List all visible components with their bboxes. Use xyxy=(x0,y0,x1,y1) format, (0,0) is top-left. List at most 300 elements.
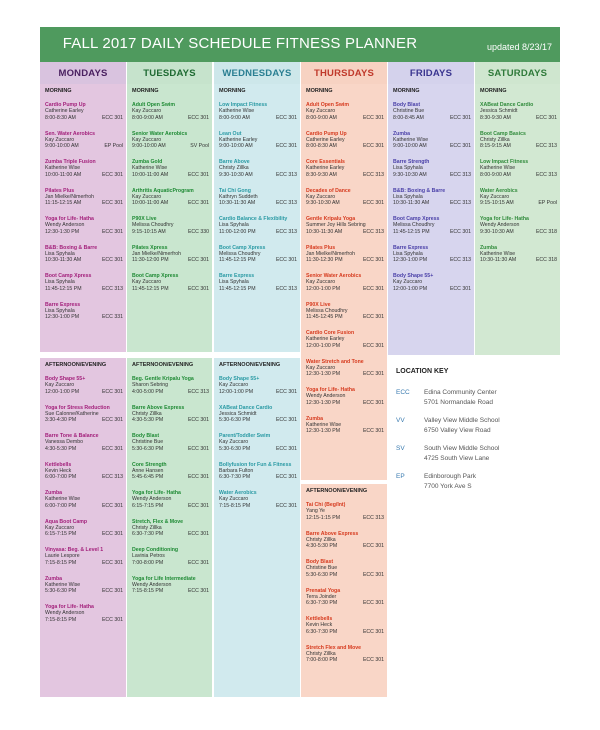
class-location: ECC 313 xyxy=(535,143,557,150)
instructor-name: Christine Bue xyxy=(132,439,164,446)
morning-panel xyxy=(127,84,212,352)
instructor-name: Katherine Earley xyxy=(306,336,345,343)
class-entry[interactable] xyxy=(219,433,297,452)
morning-label: MORNING xyxy=(132,88,159,94)
class-time: 8:15-9:15 AM ECC 313 xyxy=(480,143,557,150)
instructor-name: Lisa Spyhala xyxy=(393,250,423,257)
instructor-name: Christy Zillka xyxy=(132,410,162,417)
class-time: 9:30-10:30 AM ECC 318 xyxy=(480,228,557,235)
class-location: ECC 301 xyxy=(362,257,384,264)
class-location: SV Pool xyxy=(190,143,209,150)
class-entry[interactable] xyxy=(306,131,384,150)
class-name: Arthritis AquaticProgram xyxy=(132,187,194,194)
class-entry[interactable] xyxy=(45,302,123,321)
class-location: ECC 313 xyxy=(275,171,297,178)
class-location: ECC 301 xyxy=(275,445,297,452)
class-time: 3:30-4:30 PM ECC 301 xyxy=(45,417,123,424)
class-name: Yoga for Life- Hatha xyxy=(480,216,529,222)
class-time: 11:45-12:15 PM ECC 313 xyxy=(219,285,297,292)
location-code: SV xyxy=(396,445,405,452)
location-street: 7700 York Ave S xyxy=(424,483,472,490)
class-name: Zumba xyxy=(45,490,63,496)
class-time: 8:30-9:30 AM ECC 313 xyxy=(306,171,384,178)
class-location: ECC 301 xyxy=(187,588,209,595)
class-entry[interactable] xyxy=(45,216,123,235)
class-entry[interactable] xyxy=(132,245,209,264)
class-entry[interactable] xyxy=(45,102,123,121)
class-time: 7:00-8:00 PM ECC 301 xyxy=(306,657,384,664)
class-entry[interactable] xyxy=(132,519,209,538)
class-name: Gentle Kripalu Yoga xyxy=(306,216,356,222)
instructor-name: Terra Joinder xyxy=(306,593,337,600)
instructor-name: Jessica Schmidt xyxy=(219,410,257,417)
class-time: 10:00-11:00 AM ECC 301 xyxy=(45,171,123,178)
location-address xyxy=(424,472,476,492)
class-time: 9:15-10:15 AM EP Pool xyxy=(480,200,557,207)
afternoon-evening-label: AFTERNOON/EVENING xyxy=(45,362,107,368)
class-location: ECC 301 xyxy=(101,445,123,452)
class-location: ECC 301 xyxy=(275,388,297,395)
class-entry[interactable] xyxy=(45,604,123,623)
class-entry[interactable] xyxy=(306,102,384,121)
class-time: 6:15-7:15 PM ECC 301 xyxy=(45,531,123,538)
class-entry[interactable] xyxy=(306,330,384,349)
class-entry[interactable] xyxy=(219,131,297,150)
class-entry[interactable] xyxy=(219,245,297,264)
instructor-name: Kay Zuccaro xyxy=(45,524,75,531)
class-location: ECC 313 xyxy=(101,474,123,481)
class-name: Boot Camp Xpress xyxy=(132,273,179,279)
class-location: ECC 301 xyxy=(187,417,209,424)
class-name: XABeat Dance Cardio xyxy=(219,404,273,411)
instructor-name: Kathryn Suddeth xyxy=(219,193,258,200)
class-name: Barre Above Express xyxy=(132,404,185,411)
class-time: 9:00-10:00 AM SV Pool xyxy=(132,143,209,150)
location-name: Edinborough Park xyxy=(424,473,477,480)
class-entry[interactable] xyxy=(219,376,297,395)
instructor-name: Lisa Spyhala xyxy=(393,165,423,172)
class-entry[interactable] xyxy=(45,376,123,395)
instructor-name: Kay Zuccaro xyxy=(132,193,162,200)
class-time: 4:00-5:00 PM ECC 313 xyxy=(132,388,209,395)
class-entry[interactable] xyxy=(219,159,297,178)
class-time: 8:00-9:00 AM ECC 301 xyxy=(132,114,209,121)
class-entry[interactable] xyxy=(306,245,384,264)
class-name: Cardio Pump Up xyxy=(45,102,86,108)
class-time: 12:30-1:30 PM ECC 301 xyxy=(306,371,384,378)
day-column-saturdays xyxy=(475,62,560,697)
class-entry[interactable] xyxy=(45,490,123,509)
class-time: 5:30-6:30 PM ECC 301 xyxy=(45,588,123,595)
class-time: 5:30-6:30 PM ECC 301 xyxy=(219,445,297,452)
class-entry[interactable] xyxy=(45,462,123,481)
morning-panel xyxy=(214,84,300,352)
class-time: 11:00-12:00 PM ECC 313 xyxy=(219,228,297,235)
class-entry[interactable] xyxy=(45,576,123,595)
class-name: Senior Water Aerobics xyxy=(132,130,188,137)
class-entry[interactable] xyxy=(132,159,209,178)
class-name: Sen. Water Aerobics xyxy=(45,130,96,137)
day-header: MONDAYS xyxy=(40,62,126,84)
class-entry[interactable] xyxy=(219,462,297,481)
class-name: Pilates Plus xyxy=(45,187,75,194)
class-location: EP Pool xyxy=(538,200,557,207)
instructor-name: Lisa Spyhala xyxy=(219,222,249,229)
class-entry[interactable] xyxy=(393,216,471,235)
day-header: FRIDAYS xyxy=(388,62,474,84)
class-entry[interactable] xyxy=(132,433,209,452)
class-entry[interactable] xyxy=(45,245,123,264)
class-entry[interactable] xyxy=(219,188,297,207)
morning-label: MORNING xyxy=(219,88,246,94)
class-time: 11:30-12:00 PM ECC 301 xyxy=(132,257,209,264)
instructor-name: Kay Zuccaro xyxy=(132,279,162,286)
class-name: Yoga for Life- Hatha xyxy=(132,490,181,496)
class-time: 8:00-8:30 AM ECC 301 xyxy=(45,114,123,121)
class-time: 10:30-11:30 AM ECC 313 xyxy=(219,200,297,207)
class-location: ECC 331 xyxy=(101,314,123,321)
class-name: Prenatal Yoga xyxy=(306,587,341,594)
class-entry[interactable] xyxy=(306,359,384,378)
instructor-name: Wendy Anderson xyxy=(132,581,172,588)
class-entry[interactable] xyxy=(45,405,123,424)
instructor-name: Kay Zuccaro xyxy=(480,193,510,200)
class-name: Barre Express xyxy=(45,301,81,308)
morning-panel xyxy=(301,84,387,480)
class-location: EP Pool xyxy=(104,143,123,150)
instructor-name: Katherine Earley xyxy=(219,136,258,143)
class-name: Beg. Gentle Kripalu Yoga xyxy=(132,376,194,382)
class-location: ECC 313 xyxy=(362,171,384,178)
class-entry[interactable] xyxy=(132,273,209,292)
class-name: Lean Out xyxy=(219,130,242,137)
class-location: ECC 318 xyxy=(535,257,557,264)
class-entry[interactable] xyxy=(393,159,471,178)
class-location: ECC 313 xyxy=(449,257,471,264)
instructor-name: Summer Joy Hills Sebring xyxy=(306,222,366,229)
class-name: Boot Camp Xpress xyxy=(393,216,440,222)
instructor-name: Katherine Wise xyxy=(480,250,516,257)
class-entry[interactable] xyxy=(219,490,297,509)
instructor-name: Kay Zuccaro xyxy=(306,279,336,286)
instructor-name: Melissa Choudhry xyxy=(132,222,174,229)
class-location: ECC 301 xyxy=(187,531,209,538)
class-name: Cardio Pump Up xyxy=(306,130,347,137)
day-column-tuesdays xyxy=(127,62,212,697)
class-name: Body Blast xyxy=(393,102,421,108)
class-name: Water Aerobics xyxy=(480,187,518,194)
class-entry[interactable] xyxy=(132,188,209,207)
class-time: 10:30-11:30 AM ECC 313 xyxy=(306,228,384,235)
class-entry[interactable] xyxy=(306,588,384,607)
instructor-name: Lisa Spyhala xyxy=(45,250,75,257)
class-time: 12:00-1:00 PM ECC 301 xyxy=(393,285,471,292)
class-time: 7:15-8:15 PM ECC 301 xyxy=(45,616,123,623)
location-address xyxy=(424,444,499,464)
class-entry[interactable] xyxy=(132,216,209,235)
class-time: 10:00-11:00 AM ECC 301 xyxy=(132,171,209,178)
class-name: Yoga for Life- Hatha xyxy=(306,387,355,393)
class-name: Low Impact Fitness xyxy=(480,159,529,165)
day-header: WEDNESDAYS xyxy=(214,62,300,84)
class-name: Tai Chi (Beg/Int) xyxy=(306,502,346,508)
class-time: 11:45-12:15 PM ECC 313 xyxy=(45,285,123,292)
class-entry[interactable] xyxy=(219,273,297,292)
class-time: 10:00-11:00 AM ECC 301 xyxy=(132,200,209,207)
class-location: ECC 313 xyxy=(275,285,297,292)
class-entry[interactable] xyxy=(306,531,384,550)
class-name: B&B: Boxing & Barre xyxy=(45,244,98,251)
class-entry[interactable] xyxy=(45,433,123,452)
class-entry[interactable] xyxy=(306,216,384,235)
class-time: 12:00-1:00 PM ECC 301 xyxy=(45,388,123,395)
instructor-name: Kay Zuccaro xyxy=(132,136,162,143)
class-time: 11:45-12:15 PM ECC 301 xyxy=(132,285,209,292)
class-name: Boot Camp Xpress xyxy=(219,244,266,251)
morning-label: MORNING xyxy=(45,88,72,94)
instructor-name: Katherine Wise xyxy=(219,108,255,115)
class-time: 9:30-10:30 AM ECC 301 xyxy=(306,200,384,207)
instructor-name: Laurie Lespore xyxy=(45,553,80,560)
class-time: 9:00-10:00 AM ECC 301 xyxy=(219,143,297,150)
instructor-name: Lisa Spyhala xyxy=(219,279,249,286)
class-location: ECC 330 xyxy=(187,228,209,235)
class-entry[interactable] xyxy=(306,387,384,406)
class-time: 6:30-7:30 PM ECC 301 xyxy=(219,474,297,481)
instructor-name: Lisa Spyhala xyxy=(393,193,423,200)
class-time: 4:30-5:30 PM ECC 301 xyxy=(45,445,123,452)
class-time: 9:00-10:00 AM ECC 301 xyxy=(393,143,471,150)
class-time: 4:30-5:30 PM ECC 301 xyxy=(306,543,384,550)
class-location: ECC 313 xyxy=(535,171,557,178)
class-entry[interactable] xyxy=(480,216,557,235)
class-entry[interactable] xyxy=(132,547,209,566)
class-entry[interactable] xyxy=(132,405,209,424)
class-entry[interactable] xyxy=(393,273,471,292)
day-header: THURSDAYS xyxy=(301,62,387,84)
morning-label: MORNING xyxy=(480,88,507,94)
class-location: ECC 301 xyxy=(275,502,297,509)
class-time: 5:30-6:30 PM ECC 301 xyxy=(306,571,384,578)
class-time: 6:00-7:00 PM ECC 313 xyxy=(45,474,123,481)
instructor-name: Melissa Choudhry xyxy=(219,250,261,257)
class-entry[interactable] xyxy=(306,302,384,321)
class-name: Adult Open Swim xyxy=(306,102,349,108)
updated-date: updated 8/23/17 xyxy=(486,42,552,52)
class-name: Body Shape 55+ xyxy=(393,273,434,279)
instructor-name: Katherine Wise xyxy=(393,136,429,143)
class-time: 11:45-12:15 PM ECC 301 xyxy=(393,228,471,235)
class-location: ECC 301 xyxy=(275,114,297,121)
class-entry[interactable] xyxy=(132,576,209,595)
class-name: Yoga for Life- Hatha xyxy=(45,216,94,222)
class-entry[interactable] xyxy=(306,273,384,292)
class-location: ECC 301 xyxy=(187,200,209,207)
class-entry[interactable] xyxy=(480,131,557,150)
class-location: ECC 301 xyxy=(449,285,471,292)
class-time: 11:45-12:15 PM ECC 301 xyxy=(219,257,297,264)
class-time: 12:00-1:00 PM ECC 301 xyxy=(306,342,384,349)
class-time: 6:15-7:15 PM ECC 301 xyxy=(132,502,209,509)
class-time: 10:30-11:30 AM ECC 318 xyxy=(480,257,557,264)
location-name: Edina Community Center xyxy=(424,389,497,396)
class-name: Zumba xyxy=(480,244,498,251)
class-time: 12:00-1:00 PM ECC 301 xyxy=(219,388,297,395)
instructor-name: Christy Zillka xyxy=(219,165,249,172)
class-location: ECC 301 xyxy=(362,571,384,578)
class-location: ECC 301 xyxy=(101,171,123,178)
instructor-name: Wendy Anderson xyxy=(45,222,85,229)
class-location: ECC 301 xyxy=(101,417,123,424)
class-entry[interactable] xyxy=(132,490,209,509)
class-name: Yoga for Life Intermediate xyxy=(132,575,196,582)
class-name: Barre Tone & Balance xyxy=(45,433,99,439)
morning-label: MORNING xyxy=(306,88,333,94)
instructor-name: Wendy Anderson xyxy=(45,610,85,617)
instructor-name: Kay Zuccaro xyxy=(219,496,249,503)
morning-panel xyxy=(475,84,560,355)
class-entry[interactable] xyxy=(45,547,123,566)
class-location: ECC 301 xyxy=(449,228,471,235)
class-location: ECC 301 xyxy=(449,143,471,150)
location-key-item xyxy=(396,416,560,440)
instructor-name: Christy Zillka xyxy=(132,524,162,531)
class-location: ECC 301 xyxy=(101,200,123,207)
class-location: ECC 301 xyxy=(362,600,384,607)
class-location: ECC 301 xyxy=(101,502,123,509)
location-key-item xyxy=(396,444,560,468)
class-location: ECC 301 xyxy=(362,114,384,121)
instructor-name: Sue Calonne/Katherine xyxy=(45,410,99,417)
class-time: 7:15-8:15 PM ECC 301 xyxy=(45,559,123,566)
class-location: ECC 301 xyxy=(275,417,297,424)
class-entry[interactable] xyxy=(393,131,471,150)
class-time: 11:30-12:30 PM ECC 301 xyxy=(306,257,384,264)
location-code: ECC xyxy=(396,389,410,396)
class-location: ECC 301 xyxy=(187,502,209,509)
class-name: Vinyasa: Beg. & Level 1 xyxy=(45,547,104,553)
class-name: Body Shape 55+ xyxy=(219,376,260,382)
class-location: ECC 301 xyxy=(101,616,123,623)
location-key-title: LOCATION KEY xyxy=(396,368,449,375)
class-entry[interactable] xyxy=(219,216,297,235)
class-entry[interactable] xyxy=(45,188,123,207)
class-time: 9:15-10:15 AM ECC 330 xyxy=(132,228,209,235)
instructor-name: Christy Zillka xyxy=(480,136,510,143)
class-entry[interactable] xyxy=(45,131,123,150)
class-entry[interactable] xyxy=(132,462,209,481)
class-entry[interactable] xyxy=(306,645,384,664)
instructor-name: Wendy Anderson xyxy=(480,222,520,229)
class-entry[interactable] xyxy=(480,245,557,264)
instructor-name: Anne Hansen xyxy=(132,467,164,474)
day-column-mondays xyxy=(40,62,126,697)
class-name: Yoga for Stress Reduction xyxy=(45,404,110,411)
class-name: Stretch, Flex & Move xyxy=(132,518,184,525)
class-entry[interactable] xyxy=(45,519,123,538)
class-location: ECC 301 xyxy=(362,314,384,321)
morning-panel xyxy=(388,84,474,355)
class-entry[interactable] xyxy=(393,245,471,264)
class-location: ECC 301 xyxy=(101,114,123,121)
class-time: 7:15-8:15 PM ECC 301 xyxy=(132,588,209,595)
afternoon-evening-panel xyxy=(301,484,387,697)
class-entry[interactable] xyxy=(480,159,557,178)
instructor-name: Katherine Earley xyxy=(306,165,345,172)
instructor-name: Christine Bue xyxy=(393,108,425,115)
class-time: 12:15-1:15 PM ECC 313 xyxy=(306,514,384,521)
class-entry[interactable] xyxy=(306,616,384,635)
class-entry[interactable] xyxy=(306,159,384,178)
afternoon-evening-panel xyxy=(40,358,126,697)
class-entry[interactable] xyxy=(132,102,209,121)
class-time: 7:15-8:15 PM ECC 301 xyxy=(219,502,297,509)
instructor-name: Vanessa Dembo xyxy=(45,439,83,446)
class-entry[interactable] xyxy=(480,188,557,207)
class-location: ECC 301 xyxy=(362,143,384,150)
class-name: Decades of Dance xyxy=(306,187,351,194)
class-name: Body Shape 55+ xyxy=(45,376,86,382)
location-address xyxy=(424,416,500,436)
instructor-name: Jan Mielke/Nimerfroh xyxy=(132,250,182,257)
location-name: South View Middle School xyxy=(424,445,500,452)
class-name: Barre Above xyxy=(219,159,250,165)
class-entry[interactable] xyxy=(306,188,384,207)
class-entry[interactable] xyxy=(393,188,471,207)
class-entry[interactable] xyxy=(45,273,123,292)
class-time: 9:30-10:30 AM ECC 313 xyxy=(393,171,471,178)
class-location: ECC 313 xyxy=(101,285,123,292)
class-name: Core Essentials xyxy=(306,159,345,165)
class-name: Aqua Boot Camp xyxy=(45,518,88,525)
class-entry[interactable] xyxy=(306,416,384,435)
class-entry[interactable] xyxy=(306,502,384,521)
class-entry[interactable] xyxy=(393,102,471,121)
class-location: ECC 301 xyxy=(362,200,384,207)
class-entry[interactable] xyxy=(45,159,123,178)
instructor-name: Kay Zuccaro xyxy=(219,439,249,446)
class-location: ECC 301 xyxy=(101,257,123,264)
afternoon-evening-label: AFTERNOON/EVENING xyxy=(132,362,194,368)
instructor-name: Kay Zuccaro xyxy=(306,108,336,115)
class-location: ECC 301 xyxy=(187,171,209,178)
class-entry[interactable] xyxy=(132,376,209,395)
morning-panel xyxy=(40,84,126,352)
class-entry[interactable] xyxy=(306,559,384,578)
class-entry[interactable] xyxy=(480,102,557,121)
class-entry[interactable] xyxy=(219,405,297,424)
class-location: ECC 301 xyxy=(187,285,209,292)
location-street: 5701 Normandale Road xyxy=(424,399,494,406)
class-location: ECC 313 xyxy=(362,514,384,521)
class-entry[interactable] xyxy=(219,102,297,121)
class-location: ECC 301 xyxy=(187,257,209,264)
class-name: B&B: Boxing & Barre xyxy=(393,187,446,194)
class-time: 4:30-5:30 PM ECC 301 xyxy=(132,417,209,424)
class-entry[interactable] xyxy=(132,131,209,150)
instructor-name: Kay Zuccaro xyxy=(219,382,249,389)
morning-label: MORNING xyxy=(393,88,420,94)
class-name: Cardio Balance & Flexibility xyxy=(219,216,288,222)
class-name: Barre Strength xyxy=(393,159,430,165)
location-street: 4725 South View Lane xyxy=(424,455,490,462)
day-header: SATURDAYS xyxy=(475,62,560,84)
class-name: Zumba Gold xyxy=(132,159,163,165)
instructor-name: Katherine Wise xyxy=(132,165,168,172)
class-name: Low Impact Fitness xyxy=(219,102,268,108)
class-name: Body Blast xyxy=(132,433,160,439)
class-time: 10:30-11:30 AM ECC 313 xyxy=(393,200,471,207)
